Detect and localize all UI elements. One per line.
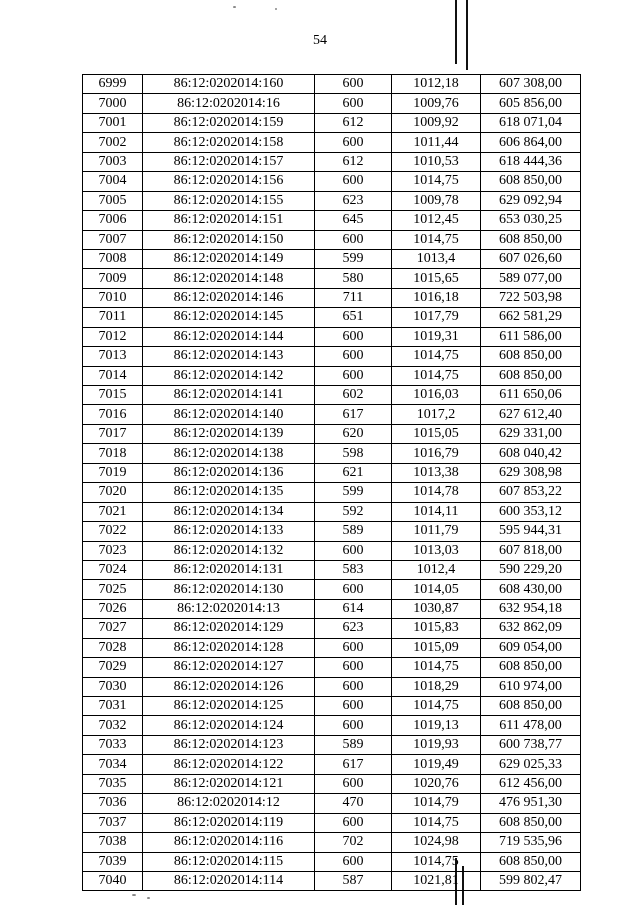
rate-cell: 1014,05 [392,580,481,599]
table-row [83,833,581,852]
rate-cell: 1017,79 [392,308,481,327]
value-cell: 632 862,09 [481,619,581,638]
value-cell: 600 353,12 [481,502,581,521]
table-row [83,638,581,657]
area-cell: 651 [315,308,392,327]
row-number-cell: 7000 [83,94,143,113]
value-cell: 608 850,00 [481,366,581,385]
scan-speck [147,897,150,899]
value-cell: 653 030,25 [481,211,581,230]
table-row [83,308,581,327]
rate-cell: 1024,98 [392,833,481,852]
value-cell: 600 738,77 [481,735,581,754]
value-cell: 608 850,00 [481,697,581,716]
rate-cell: 1017,2 [392,405,481,424]
table-row [83,269,581,288]
rate-cell: 1009,76 [392,94,481,113]
value-cell: 632 954,18 [481,599,581,618]
area-cell: 598 [315,444,392,463]
cadastral-number-cell: 86:12:0202014:123 [143,735,315,754]
rate-cell: 1019,49 [392,755,481,774]
value-cell: 608 850,00 [481,347,581,366]
cadastral-number-cell: 86:12:0202014:115 [143,852,315,871]
table-row [83,580,581,599]
value-cell: 589 077,00 [481,269,581,288]
value-cell: 611 586,00 [481,327,581,346]
scan-speck [132,894,136,896]
table-row [83,483,581,502]
area-cell: 621 [315,463,392,482]
row-number-cell: 7009 [83,269,143,288]
rate-cell: 1014,75 [392,658,481,677]
cadastral-number-cell: 86:12:0202014:159 [143,113,315,132]
row-number-cell: 7013 [83,347,143,366]
value-cell: 599 802,47 [481,871,581,890]
rate-cell: 1012,45 [392,211,481,230]
area-cell: 600 [315,716,392,735]
row-number-cell: 7010 [83,288,143,307]
table-row [83,755,581,774]
rate-cell: 1012,18 [392,75,481,94]
row-number-cell: 7030 [83,677,143,696]
row-number-cell: 7029 [83,658,143,677]
cadastral-number-cell: 86:12:0202014:130 [143,580,315,599]
rate-cell: 1019,13 [392,716,481,735]
area-cell: 600 [315,658,392,677]
value-cell: 629 331,00 [481,424,581,443]
value-cell: 662 581,29 [481,308,581,327]
value-cell: 608 430,00 [481,580,581,599]
rate-cell: 1014,79 [392,794,481,813]
table-row [83,113,581,132]
area-cell: 470 [315,794,392,813]
row-number-cell: 7001 [83,113,143,132]
table-row [83,386,581,405]
area-cell: 587 [315,871,392,890]
row-number-cell: 7024 [83,560,143,579]
area-cell: 617 [315,755,392,774]
cadastral-number-cell: 86:12:0202014:145 [143,308,315,327]
row-number-cell: 7007 [83,230,143,249]
table-row [83,774,581,793]
table-row [83,794,581,813]
cadastral-number-cell: 86:12:0202014:158 [143,133,315,152]
area-cell: 599 [315,249,392,268]
cadastral-number-cell: 86:12:0202014:140 [143,405,315,424]
row-number-cell: 7002 [83,133,143,152]
cadastral-number-cell: 86:12:0202014:12 [143,794,315,813]
rate-cell: 1015,09 [392,638,481,657]
table-row [83,599,581,618]
value-cell: 607 853,22 [481,483,581,502]
value-cell: 611 478,00 [481,716,581,735]
rate-cell: 1014,75 [392,347,481,366]
value-cell: 608 850,00 [481,852,581,871]
rate-cell: 1011,44 [392,133,481,152]
row-number-cell: 7040 [83,871,143,890]
cadastral-number-cell: 86:12:0202014:151 [143,211,315,230]
cadastral-number-cell: 86:12:0202014:13 [143,599,315,618]
value-cell: 629 092,94 [481,191,581,210]
rate-cell: 1016,79 [392,444,481,463]
cadastral-number-cell: 86:12:0202014:129 [143,619,315,638]
area-cell: 600 [315,94,392,113]
row-number-cell: 7003 [83,152,143,171]
cadastral-number-cell: 86:12:0202014:142 [143,366,315,385]
row-number-cell: 7037 [83,813,143,832]
cadastral-number-cell: 86:12:0202014:127 [143,658,315,677]
table-row [83,133,581,152]
rate-cell: 1014,75 [392,852,481,871]
scan-edge-line-top-right [466,0,468,70]
value-cell: 606 864,00 [481,133,581,152]
cadastral-number-cell: 86:12:0202014:125 [143,697,315,716]
row-number-cell: 7038 [83,833,143,852]
cadastral-number-cell: 86:12:0202014:134 [143,502,315,521]
cadastral-number-cell: 86:12:0202014:143 [143,347,315,366]
row-number-cell: 7025 [83,580,143,599]
value-cell: 595 944,31 [481,522,581,541]
area-cell: 589 [315,735,392,754]
value-cell: 611 650,06 [481,386,581,405]
value-cell: 612 456,00 [481,774,581,793]
cadastral-number-cell: 86:12:0202014:156 [143,172,315,191]
table-row [83,541,581,560]
value-cell: 607 026,60 [481,249,581,268]
rate-cell: 1009,92 [392,113,481,132]
cadastral-number-cell: 86:12:0202014:157 [143,152,315,171]
cadastral-number-cell: 86:12:0202014:124 [143,716,315,735]
area-cell: 583 [315,560,392,579]
table-row [83,735,581,754]
rate-cell: 1014,75 [392,813,481,832]
rate-cell: 1021,81 [392,871,481,890]
row-number-cell: 7006 [83,211,143,230]
value-cell: 722 503,98 [481,288,581,307]
table-row [83,619,581,638]
row-number-cell: 7019 [83,463,143,482]
row-number-cell: 7017 [83,424,143,443]
table-row [83,366,581,385]
cadastral-number-cell: 86:12:0202014:148 [143,269,315,288]
table-row [83,560,581,579]
rate-cell: 1012,4 [392,560,481,579]
page-number: 54 [313,33,327,48]
area-cell: 612 [315,152,392,171]
row-number-cell: 7031 [83,697,143,716]
area-cell: 600 [315,677,392,696]
value-cell: 629 308,98 [481,463,581,482]
rate-cell: 1009,78 [392,191,481,210]
cadastral-number-cell: 86:12:0202014:133 [143,522,315,541]
cadastral-number-cell: 86:12:0202014:136 [143,463,315,482]
rate-cell: 1015,83 [392,619,481,638]
cadastral-number-cell: 86:12:0202014:138 [143,444,315,463]
table-row [83,211,581,230]
cadastral-number-cell: 86:12:0202014:141 [143,386,315,405]
rate-cell: 1013,38 [392,463,481,482]
rate-cell: 1020,76 [392,774,481,793]
cadastral-number-cell: 86:12:0202014:135 [143,483,315,502]
row-number-cell: 7015 [83,386,143,405]
table-row [83,444,581,463]
value-cell: 590 229,20 [481,560,581,579]
table-row [83,327,581,346]
area-cell: 589 [315,522,392,541]
area-cell: 600 [315,347,392,366]
rate-cell: 1014,75 [392,697,481,716]
row-number-cell: 7039 [83,852,143,871]
area-cell: 600 [315,580,392,599]
value-cell: 609 054,00 [481,638,581,657]
area-cell: 600 [315,133,392,152]
area-cell: 600 [315,813,392,832]
scan-speck [233,6,236,8]
rate-cell: 1010,53 [392,152,481,171]
table-row [83,405,581,424]
value-cell: 719 535,96 [481,833,581,852]
rate-cell: 1015,05 [392,424,481,443]
rate-cell: 1014,75 [392,172,481,191]
area-cell: 600 [315,327,392,346]
row-number-cell: 7021 [83,502,143,521]
area-cell: 702 [315,833,392,852]
area-cell: 614 [315,599,392,618]
row-number-cell: 7012 [83,327,143,346]
table-row [83,75,581,94]
cadastral-number-cell: 86:12:0202014:116 [143,833,315,852]
table-row [83,522,581,541]
area-cell: 602 [315,386,392,405]
table-row [83,677,581,696]
row-number-cell: 7028 [83,638,143,657]
table-row [83,94,581,113]
row-number-cell: 7008 [83,249,143,268]
area-cell: 600 [315,366,392,385]
table-row [83,697,581,716]
row-number-cell: 7022 [83,522,143,541]
value-cell: 610 974,00 [481,677,581,696]
table-row [83,288,581,307]
area-cell: 600 [315,852,392,871]
rate-cell: 1030,87 [392,599,481,618]
table-row [83,871,581,890]
value-cell: 608 040,42 [481,444,581,463]
area-cell: 600 [315,638,392,657]
scan-speck [275,8,277,10]
value-cell: 618 444,36 [481,152,581,171]
cadastral-number-cell: 86:12:0202014:131 [143,560,315,579]
rate-cell: 1016,03 [392,386,481,405]
cadastral-number-cell: 86:12:0202014:16 [143,94,315,113]
cadastral-number-cell: 86:12:0202014:132 [143,541,315,560]
area-cell: 623 [315,191,392,210]
table-row [83,852,581,871]
cadastral-number-cell: 86:12:0202014:144 [143,327,315,346]
value-cell: 607 308,00 [481,75,581,94]
area-cell: 620 [315,424,392,443]
rate-cell: 1014,75 [392,366,481,385]
area-cell: 592 [315,502,392,521]
area-cell: 599 [315,483,392,502]
value-cell: 476 951,30 [481,794,581,813]
cadastral-number-cell: 86:12:0202014:146 [143,288,315,307]
row-number-cell: 7016 [83,405,143,424]
scan-edge-line-top-left [455,0,457,64]
row-number-cell: 7004 [83,172,143,191]
area-cell: 600 [315,75,392,94]
table-body [83,75,581,891]
rate-cell: 1018,29 [392,677,481,696]
table-row [83,502,581,521]
table-row [83,716,581,735]
rate-cell: 1014,75 [392,230,481,249]
rate-cell: 1011,79 [392,522,481,541]
area-cell: 711 [315,288,392,307]
table-row [83,347,581,366]
area-cell: 600 [315,230,392,249]
row-number-cell: 6999 [83,75,143,94]
value-cell: 608 850,00 [481,172,581,191]
row-number-cell: 7018 [83,444,143,463]
rate-cell: 1016,18 [392,288,481,307]
value-cell: 629 025,33 [481,755,581,774]
row-number-cell: 7027 [83,619,143,638]
rate-cell: 1014,78 [392,483,481,502]
area-cell: 600 [315,774,392,793]
cadastral-number-cell: 86:12:0202014:114 [143,871,315,890]
table-row [83,249,581,268]
cadastral-number-cell: 86:12:0202014:149 [143,249,315,268]
area-cell: 612 [315,113,392,132]
area-cell: 600 [315,541,392,560]
row-number-cell: 7023 [83,541,143,560]
cadastral-number-cell: 86:12:0202014:121 [143,774,315,793]
rate-cell: 1019,31 [392,327,481,346]
cadastral-number-cell: 86:12:0202014:155 [143,191,315,210]
rate-cell: 1013,4 [392,249,481,268]
area-cell: 645 [315,211,392,230]
row-number-cell: 7032 [83,716,143,735]
cadastral-number-cell: 86:12:0202014:128 [143,638,315,657]
rate-cell: 1014,11 [392,502,481,521]
cadastral-table [82,74,581,891]
table-row [83,172,581,191]
rate-cell: 1015,65 [392,269,481,288]
table-row [83,191,581,210]
area-cell: 600 [315,172,392,191]
rate-cell: 1019,93 [392,735,481,754]
value-cell: 608 850,00 [481,658,581,677]
row-number-cell: 7005 [83,191,143,210]
row-number-cell: 7011 [83,308,143,327]
area-cell: 580 [315,269,392,288]
cadastral-number-cell: 86:12:0202014:119 [143,813,315,832]
table-row [83,424,581,443]
row-number-cell: 7020 [83,483,143,502]
table-row [83,463,581,482]
area-cell: 623 [315,619,392,638]
value-cell: 605 856,00 [481,94,581,113]
row-number-cell: 7035 [83,774,143,793]
row-number-cell: 7026 [83,599,143,618]
value-cell: 608 850,00 [481,813,581,832]
cadastral-number-cell: 86:12:0202014:122 [143,755,315,774]
table-row [83,230,581,249]
cadastral-number-cell: 86:12:0202014:160 [143,75,315,94]
row-number-cell: 7036 [83,794,143,813]
area-cell: 617 [315,405,392,424]
rate-cell: 1013,03 [392,541,481,560]
cadastral-number-cell: 86:12:0202014:139 [143,424,315,443]
value-cell: 627 612,40 [481,405,581,424]
row-number-cell: 7014 [83,366,143,385]
area-cell: 600 [315,697,392,716]
table-row [83,813,581,832]
table-row [83,658,581,677]
row-number-cell: 7033 [83,735,143,754]
table-row [83,152,581,171]
cadastral-number-cell: 86:12:0202014:126 [143,677,315,696]
cadastral-number-cell: 86:12:0202014:150 [143,230,315,249]
value-cell: 618 071,04 [481,113,581,132]
value-cell: 608 850,00 [481,230,581,249]
value-cell: 607 818,00 [481,541,581,560]
row-number-cell: 7034 [83,755,143,774]
